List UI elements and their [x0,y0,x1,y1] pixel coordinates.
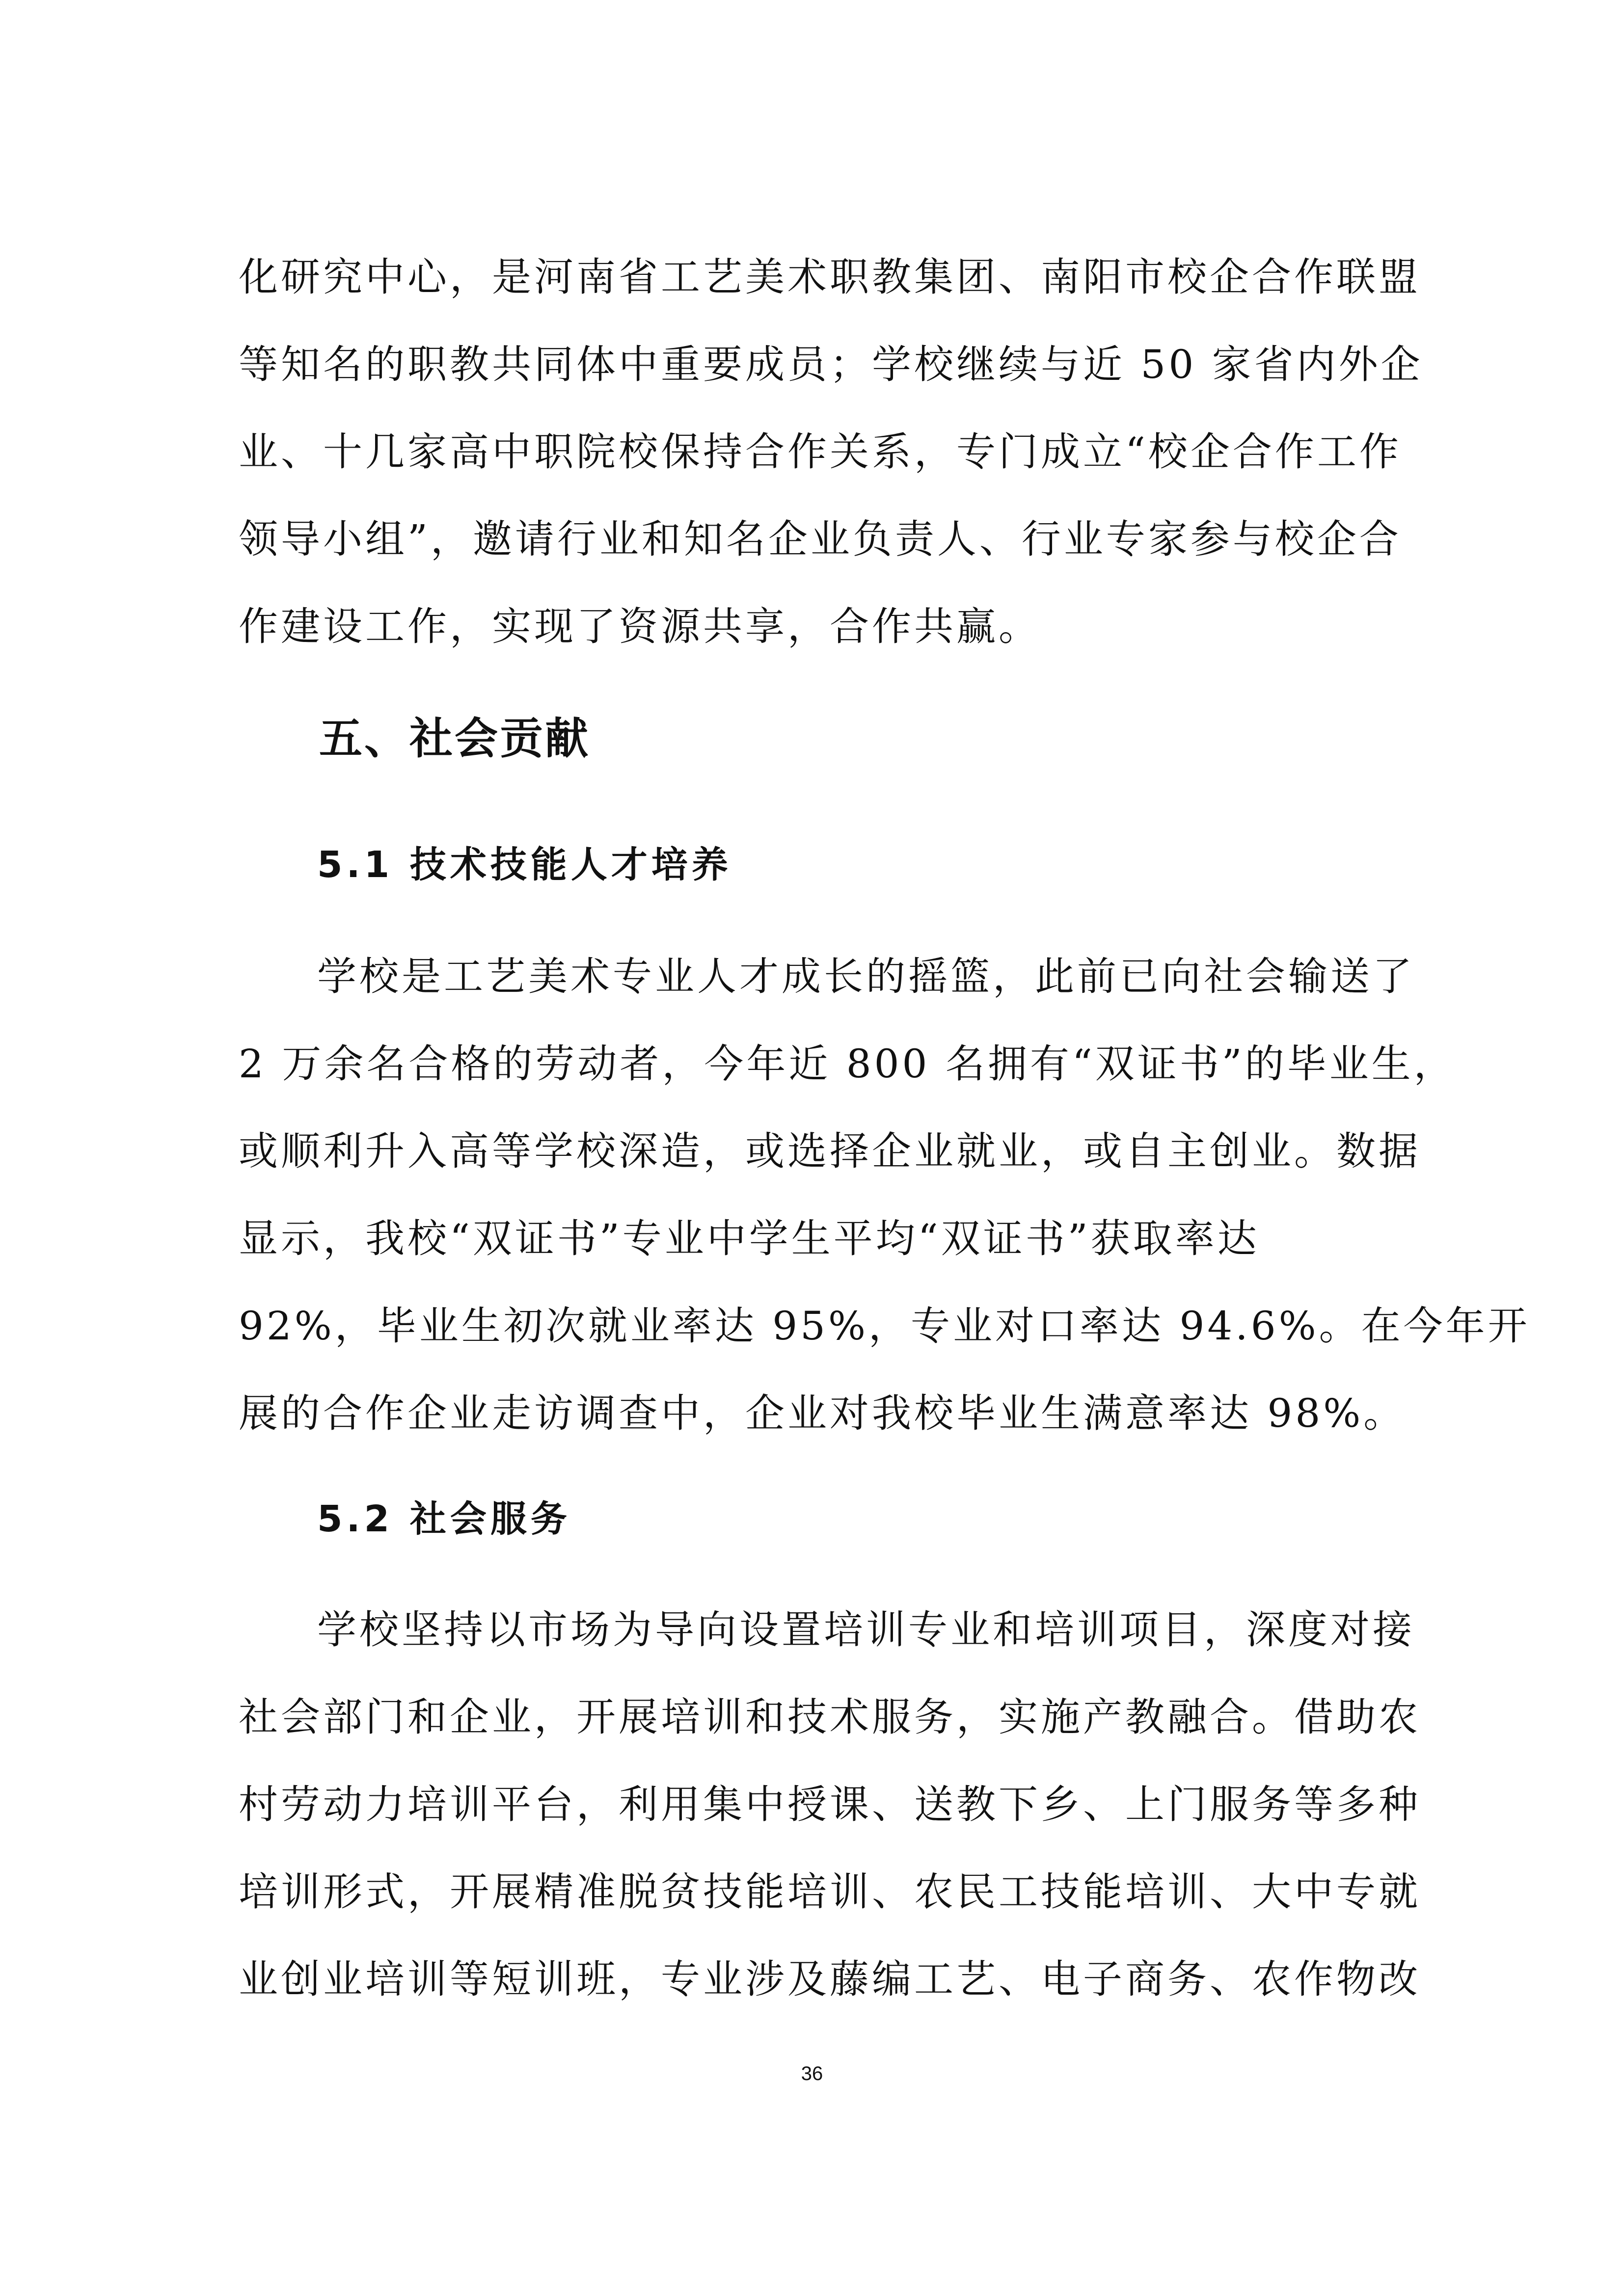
paragraph-line: 2 万余名合格的劳动者，今年近 800 名拥有“双证书”的毕业生， [239,1041,1456,1087]
paragraph-line: 业创业培训等短训班，专业涉及藤编工艺、电子商务、农作物改 [239,1956,1421,2002]
paragraph-line: 学校坚持以市场为导向设置培训专业和培训项目，深度对接 [317,1607,1415,1653]
paragraph-line: 村劳动力培训平台，利用集中授课、送教下乡、上门服务等多种 [239,1782,1421,1827]
paragraph-line: 业、十几家高中职院校保持合作关系，专门成立“校企合作工作 [239,429,1402,475]
paragraph-line: 展的合作企业走访调查中，企业对我校毕业生满意率达 98%。 [239,1390,1406,1436]
paragraph-line: 作建设工作，实现了资源共享，合作共赢。 [239,604,1041,649]
page-number: 36 [801,2063,823,2084]
paragraph-line: 等知名的职教共同体中重要成员；学校继续与近 50 家省内外企 [239,342,1423,387]
paragraph-line: 92%，毕业生初次就业率达 95%，专业对口率达 94.6%。在今年开 [239,1303,1530,1349]
subsection-heading: 5.2 社会服务 [317,1498,571,1540]
paragraph-line: 学校是工艺美术专业人才成长的摇篮，此前已向社会输送了 [317,954,1415,999]
paragraph-line: 或顺利升入高等学校深造，或选择企业就业，或自主创业。数据 [239,1128,1421,1174]
paragraph-line: 领导小组”，邀请行业和知名企业负责人、行业专家参与校企合 [239,516,1402,562]
subsection-heading: 5.1 技术技能人才培养 [317,844,732,886]
paragraph-line: 化研究中心，是河南省工艺美术职教集团、南阳市校企合作联盟 [239,254,1421,300]
paragraph-line: 社会部门和企业，开展培训和技术服务，实施产教融合。借助农 [239,1694,1421,1740]
section-heading: 五、社会贡献 [319,713,591,764]
paragraph-line: 培训形式，开展精准脱贫技能培训、农民工技能培训、大中专就 [239,1869,1421,1915]
paragraph-line: 显示，我校“双证书”专业中学生平均“双证书”获取率达 [239,1216,1260,1261]
